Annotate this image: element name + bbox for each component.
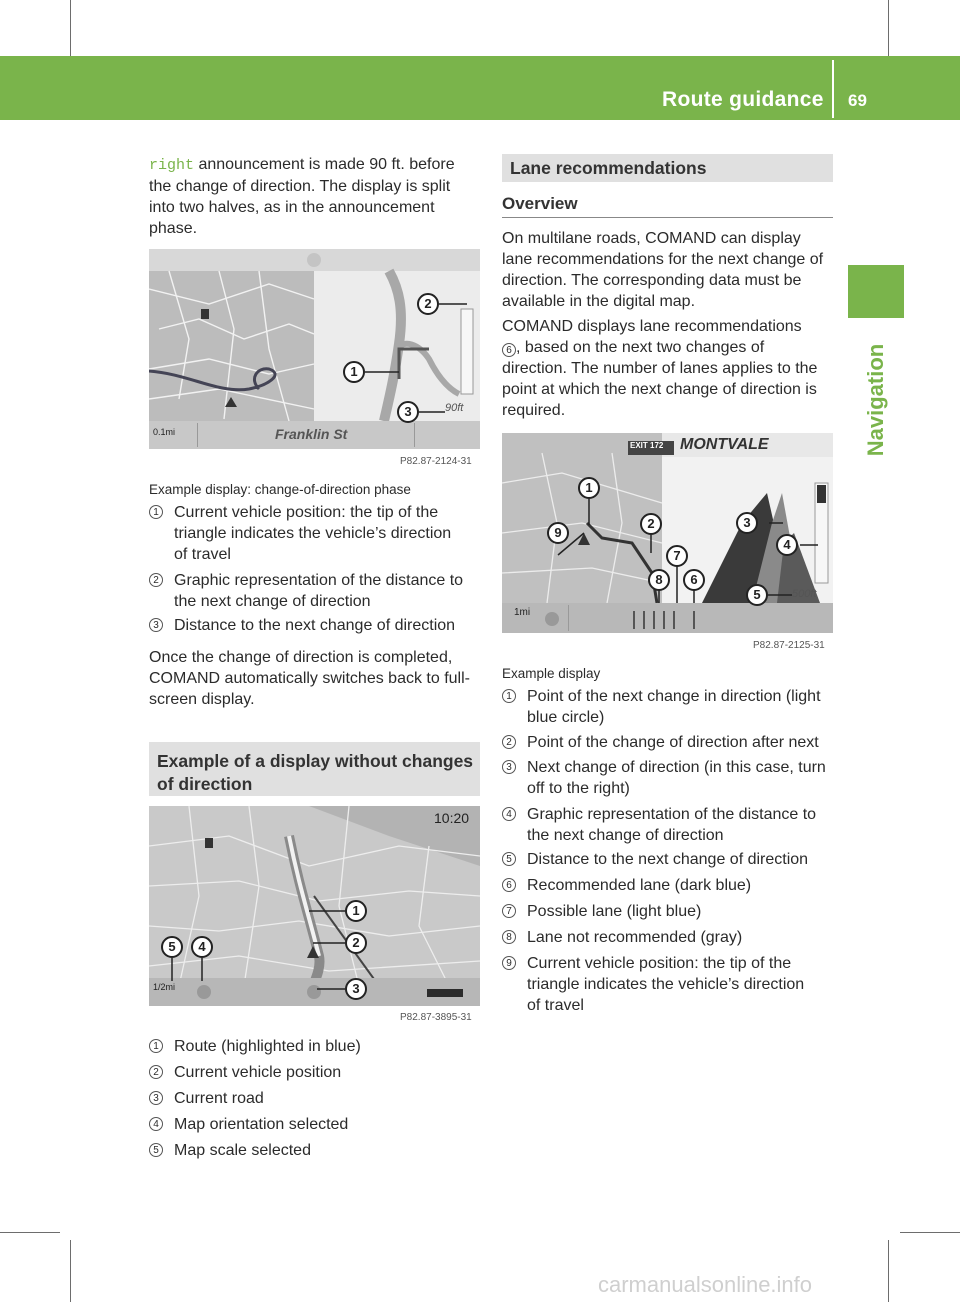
callout-1: 1 [343, 361, 365, 383]
inline-code: right [149, 157, 195, 174]
callout-2: 2 [640, 513, 662, 535]
list-item: 7 Possible lane (light blue) [502, 901, 837, 923]
figure-code: P82.87-2125-31 [753, 640, 825, 651]
figure-caption: Example display [502, 666, 601, 681]
list-item: 4 Map orientation selected [149, 1114, 484, 1136]
callout-4: 4 [776, 534, 798, 556]
figure-code: P82.87-2124-31 [400, 456, 472, 467]
callout-8: 8 [648, 569, 670, 591]
page-header-title: Route guidance [662, 88, 824, 111]
callout-1: 1 [345, 900, 367, 922]
callout-leaders [149, 249, 480, 449]
crop-mark [900, 1232, 960, 1233]
crop-mark [70, 1240, 71, 1302]
distance-readout: 90ft [445, 402, 464, 414]
map-scale-label: 1mi [514, 607, 531, 618]
list-item: 8 Lane not recommended (gray) [502, 927, 837, 949]
list-item: 1 Point of the next change in direction (light blue circle) [502, 686, 837, 730]
callout-5: 5 [746, 584, 768, 606]
distance-readout: 500ft [792, 588, 817, 600]
page-number: 69 [848, 91, 867, 110]
callout-3: 3 [345, 978, 367, 1000]
list-item: 5 Map scale selected [149, 1140, 484, 1162]
callout-5: 5 [161, 936, 183, 958]
callout-1: 1 [578, 477, 600, 499]
list-item: 1 Route (highlighted in blue) [149, 1036, 484, 1058]
exit-label: EXIT 172 [630, 441, 664, 450]
clock-readout: 10:20 [434, 810, 470, 826]
header-separator [832, 60, 834, 118]
callout-2: 2 [345, 932, 367, 954]
map-scale-label: 1/2mi [153, 982, 176, 992]
list-item: 2 Graphic representation of the distance to the next change of direction [149, 570, 484, 614]
navigation-screen-figure-1 [149, 249, 480, 449]
callout-9: 9 [547, 522, 569, 544]
callout-leaders [149, 806, 480, 1006]
town-label: MONTVALE [680, 436, 769, 453]
crop-mark [888, 1240, 889, 1302]
list-item: 1 Current vehicle position: the tip of the triangle indicates the vehicle’s direction of travel [149, 502, 484, 568]
crop-mark [888, 0, 889, 60]
intro-paragraph: right announcement is made 90 ft. before the change of direction. The display is split into two halves, as in the announcement phase. [149, 156, 455, 237]
figure-code: P82.87-3895-31 [400, 1012, 472, 1023]
heading-rule [502, 217, 833, 218]
crop-mark [70, 0, 71, 60]
sub-heading: Overview [502, 194, 578, 213]
list-item: 2 Current vehicle position [149, 1062, 484, 1084]
paragraph: On multilane roads, COMAND can display lane recommendations for the next change of direction. The corresponding data must be available in the digital map. [502, 230, 824, 310]
callout-6: 6 [683, 569, 705, 591]
section-heading: Example of a display without changes of direction [149, 742, 480, 796]
watermark: carmanualsonline.info [598, 1272, 813, 1297]
street-name: Franklin St [275, 426, 348, 442]
chapter-label: Navigation [863, 343, 888, 457]
list-item: 6 Recommended lane (dark blue) [502, 875, 837, 897]
paragraph: COMAND displays lane recommendations 6 , based on the next two changes of direction. The number of lanes applies to the point at which the next change of direction is required. [502, 318, 818, 419]
section-heading: Lane recommendations [502, 154, 833, 182]
map-scale-label: 0.1mi [153, 427, 176, 437]
callout-4: 4 [191, 936, 213, 958]
figure-caption: Example display: change-of-direction phase [149, 482, 411, 497]
callout-7: 7 [666, 545, 688, 567]
list-item: 4 Graphic representation of the distance to the next change of direction [502, 804, 837, 848]
navigation-screen-figure-3 [502, 433, 833, 633]
list-item: 3 Current road [149, 1088, 484, 1110]
callout-3: 3 [736, 512, 758, 534]
list-item: 2 Point of the change of direction after next [502, 732, 837, 754]
list-item: 5 Distance to the next change of direction [502, 849, 837, 871]
paragraph: Once the change of direction is completed, COMAND automatically switches back to full- screen display. [149, 649, 470, 708]
callout-2: 2 [417, 293, 439, 315]
reference-number: 6 [502, 343, 516, 357]
list-item: 3 Next change of direction (in this case, turn off to the right) [502, 757, 837, 801]
callout-3: 3 [397, 401, 419, 423]
list-item: 9 Current vehicle position: the tip of the triangle indicates the vehicle’s direction of travel [502, 953, 837, 1019]
chapter-tab [848, 265, 904, 318]
list-item: 3 Distance to the next change of direction [149, 615, 484, 637]
crop-mark [0, 1232, 60, 1233]
navigation-screen-figure-2 [149, 806, 480, 1006]
